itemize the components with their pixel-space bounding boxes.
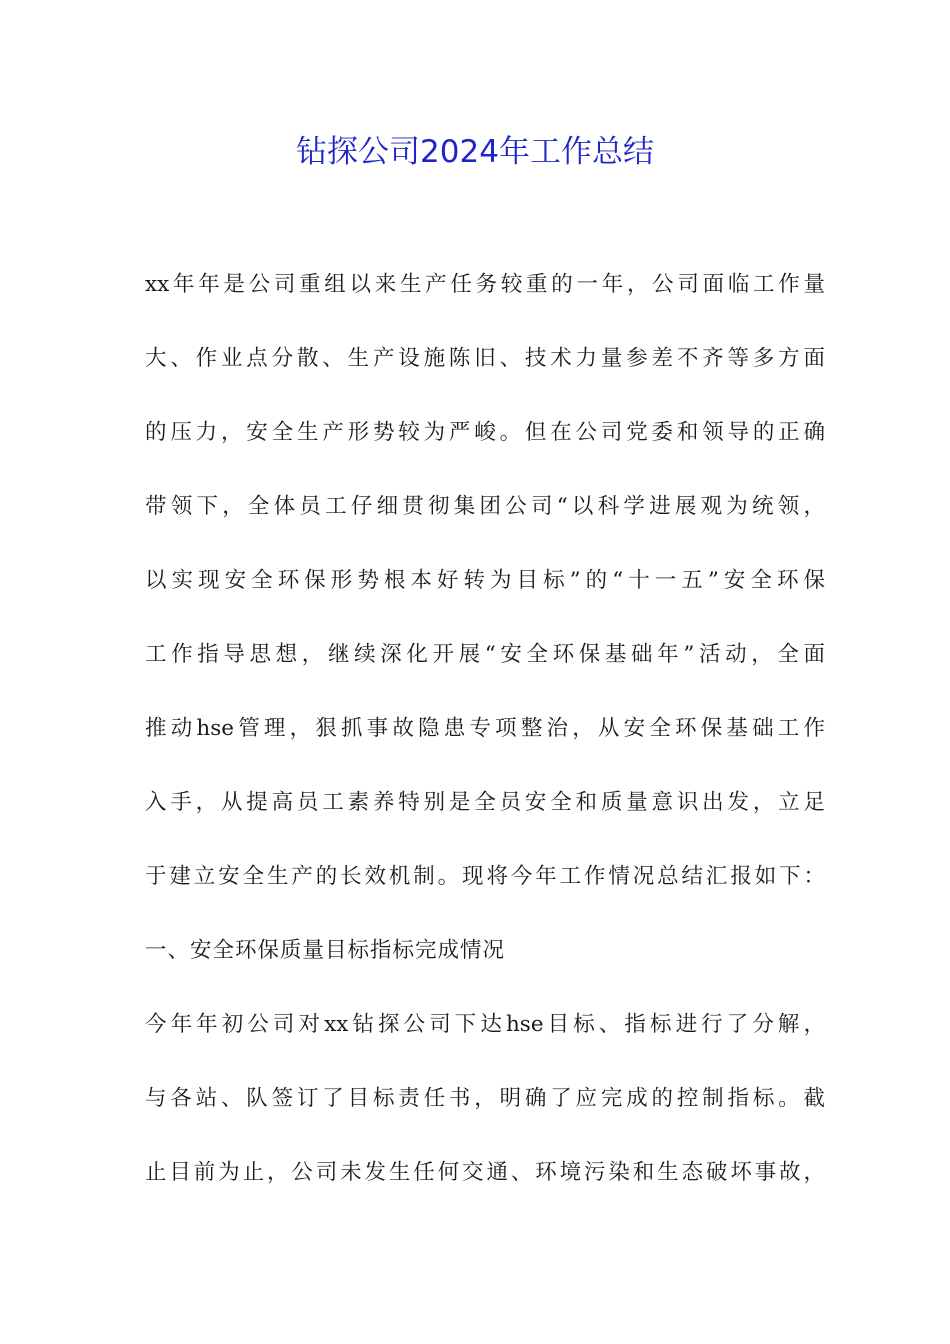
body-line: 以实现安全环保形势根本好转为目标”的“十一五”安全环保 [145,568,825,593]
body-line: 工作指导思想，继续深化开展“安全环保基础年”活动，全面 [145,642,825,667]
body-line: 的压力，安全生产形势较为严峻。但在公司党委和领导的正确 [145,420,825,445]
body-line: xx年年是公司重组以来生产任务较重的一年，公司面临工作量 [145,272,825,297]
body-line: 带领下，全体员工仔细贯彻集团公司“以科学进展观为统领， [145,494,825,519]
body-line: 推动hse管理，狠抓事故隐患专项整治，从安全环保基础工作 [145,716,825,741]
document-body [145,258,825,1220]
body-line: 今年年初公司对xx钻探公司下达hse目标、指标进行了分解， [145,1012,825,1037]
body-line: 入手，从提高员工素养特别是全员安全和质量意识出发，立足 [145,790,825,815]
document-title: 钻探公司2024年工作总结 [296,134,654,170]
body-line: 止目前为止，公司未发生任何交通、环境污染和生态破坏事故， [145,1160,825,1185]
body-line: 与各站、队签订了目标责任书，明确了应完成的控制指标。截 [145,1086,825,1111]
section-heading: 一、安全环保质量目标指标完成情况 [145,938,506,963]
body-line: 大、作业点分散、生产设施陈旧、技术力量参差不齐等多方面 [145,346,825,371]
body-line: 于建立安全生产的长效机制。现将今年工作情况总结汇报如下： [145,864,825,889]
